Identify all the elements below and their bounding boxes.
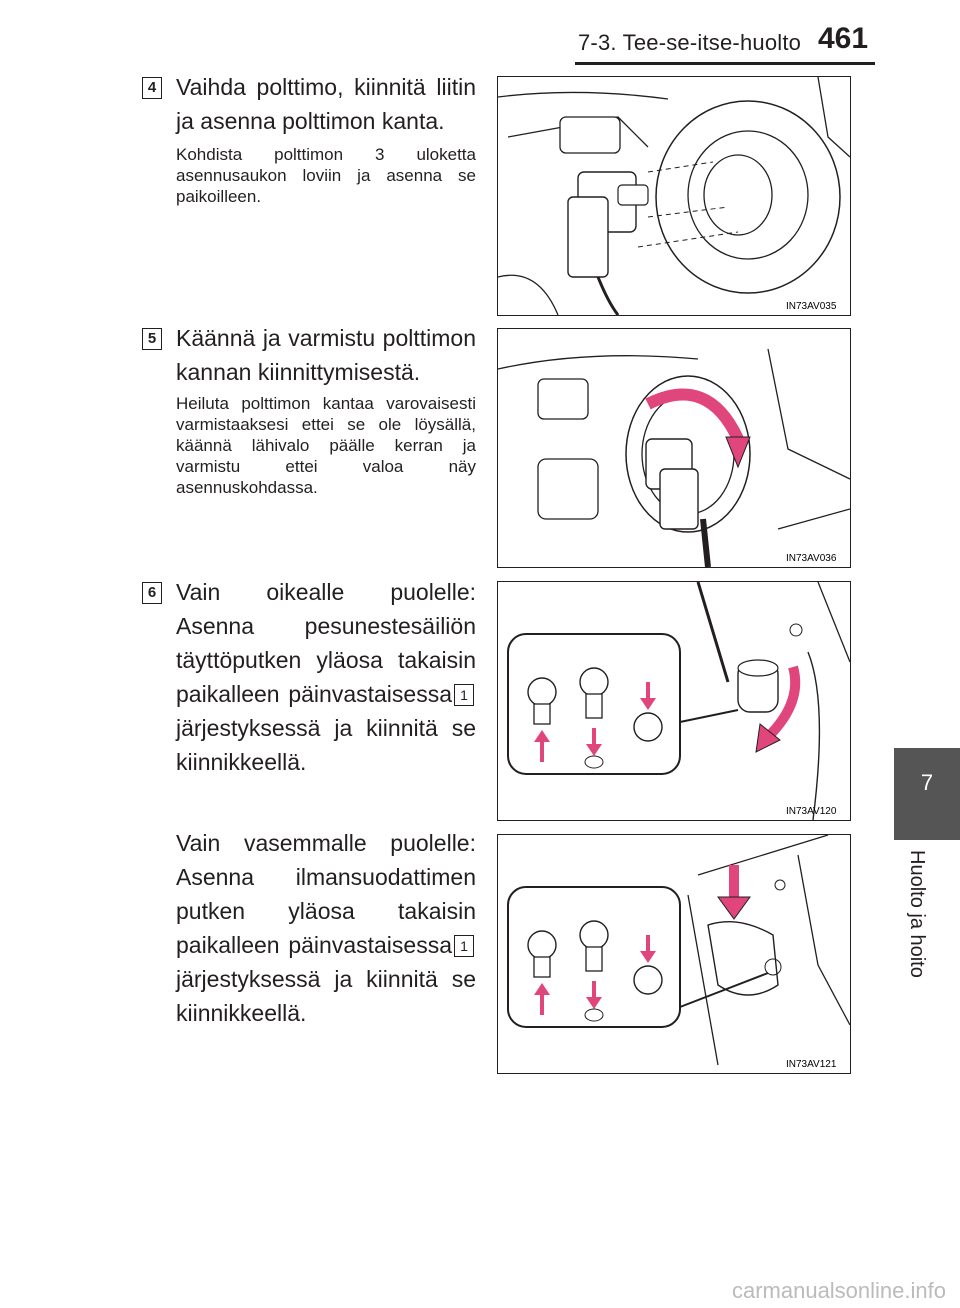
chapter-number: 7: [920, 770, 934, 795]
ref-box: 1: [454, 684, 474, 706]
page-number: 461: [818, 22, 869, 55]
figure-washer-filler: [497, 581, 851, 821]
figure-bulb-rotate: [497, 328, 851, 568]
chapter-tab[interactable]: [894, 748, 960, 840]
header-rule: [575, 62, 875, 65]
step-5-instruction: Käännä ja varmistu polttimon kannan kiinnittymisestä.: [176, 325, 476, 385]
chapter-label: Huolto ja hoito: [906, 850, 928, 978]
step-6-right-instruction: Vain oikealle puolelle: Asenna pesunestesäiliön täyttöputken yläosa takaisin paikalleen päinvastaisessa 1järjestyksessä ja kiinnitä se kiinnikkeellä.: [176, 579, 476, 775]
ref-box: 1: [454, 935, 474, 957]
step-number-5: 5: [142, 328, 162, 350]
step-number-6: 6: [142, 582, 162, 604]
figure-code: IN73AV121: [786, 1059, 837, 1070]
step-number-4: 4: [142, 77, 162, 99]
step-6-left-instruction: Vain vasemmalle puolelle: Asenna ilmansuodattimen putken yläosa takaisin paikalleen päinvastaisessa 1järjestyksessä ja kiinnitä se kiinnikkeellä.: [176, 830, 476, 1026]
figure-air-filter: [497, 834, 851, 1074]
watermark[interactable]: carmanualsonline.info: [731, 1278, 946, 1303]
figure-code: IN73AV120: [786, 806, 837, 817]
figure-code: IN73AV035: [786, 301, 837, 312]
figure-bulb-install: [497, 76, 851, 316]
step-5-note: Heiluta polttimon kantaa varovaisesti varmistaaksesi ettei se ole löysällä, käännä lähivalo päälle kerran ja varmistu ettei valoa näy asennuskohdassa.: [176, 394, 476, 497]
step-4-instruction: Vaihda polttimo, kiinnitä liitin ja asenna polttimon kanta.: [176, 74, 476, 134]
step-4-note: Kohdista polttimon 3 uloketta asennusaukon loviin ja asenna se paikoilleen.: [176, 145, 476, 206]
figure-code: IN73AV036: [786, 553, 837, 564]
section-title: 7-3. Tee-se-itse-huolto: [578, 30, 802, 55]
